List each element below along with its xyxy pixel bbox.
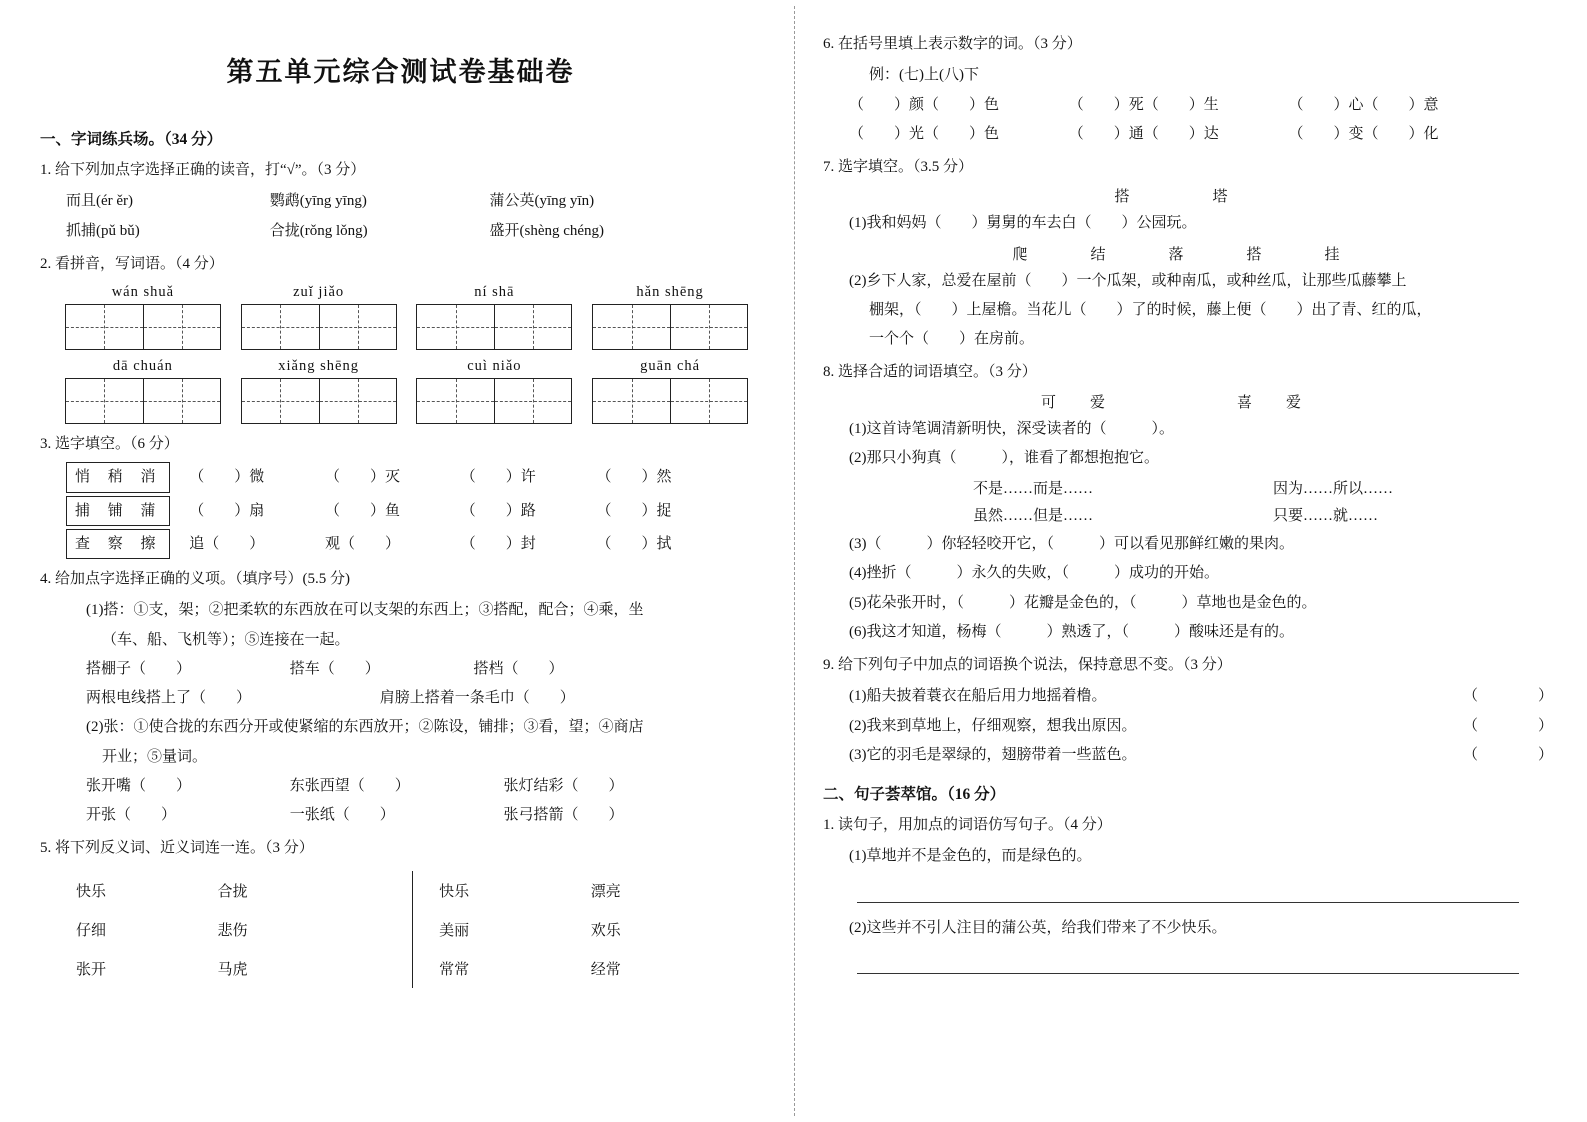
fill-blank[interactable]: （ ）颜（ ）色 [849,96,1000,113]
fill-blank[interactable]: 张开嘴（ ） [86,777,192,794]
grid-cell[interactable] [494,305,571,349]
q8-sentence-6[interactable]: (6)我这才知道，杨梅（ ）熟透了，（ ）酸味还是有的。 [849,623,1294,640]
fill-blank[interactable]: 一张纸（ ） [289,807,395,823]
q4-def-1b: （车、船、飞机等）；⑤连接在一起。 [102,631,350,648]
table-row [40,949,761,988]
question-2-label: 2. 看拼音，写词语。（4 分） [40,255,224,272]
writing-grid[interactable] [592,378,748,424]
grid-cell[interactable] [417,379,494,423]
fill-blank[interactable]: （ ）变（ ）化 [1288,125,1439,142]
pinyin-label: ní shā [474,284,515,300]
pinyin-row-1 [40,284,761,350]
question-1-row-2 [40,218,761,244]
pinyin-group [585,358,755,424]
pinyin-group [410,358,580,424]
answer-blank[interactable]: （ ） [1462,688,1553,705]
fill-blank[interactable]: （ ）扇 [189,502,265,519]
answer-blank[interactable]: （ ） [1462,746,1553,763]
fill-blank[interactable]: （ ）拭 [596,535,672,552]
q8-sentence-3[interactable]: (3)（ ）你轻轻咬开它，（ ）可以看见那鲜红嫩的果肉。 [849,536,1294,552]
q7-word-bank-2: 爬 结 落 搭 挂 [1012,246,1364,263]
q1-item: 盛开(shèng chéng) [489,222,605,239]
pinyin-group [234,284,404,350]
match-right-word[interactable]: 漂亮 [590,883,621,900]
fill-blank[interactable]: （ ）死（ ）生 [1068,96,1219,113]
conjunction-option: 虽然……但是…… [973,508,1094,524]
fill-blank[interactable]: 搭档（ ） [473,660,564,677]
q7-word-bank-1: 搭 塔 [1114,189,1262,206]
q9-sentence: (2)我来到草地上，仔细观察，想我出原因。 [849,717,1137,734]
answer-blank[interactable]: （ ） [1462,717,1553,734]
grid-cell[interactable] [593,305,670,349]
matching-table [40,871,761,988]
grid-cell[interactable] [593,379,670,423]
question-3-row [40,462,761,492]
q4-def-2: (2)张：①使合拢的东西分开或使紧缩的东西放开；②陈设，铺排；③看，望；④商店 [86,719,644,736]
fill-blank[interactable]: （ ）捉 [596,502,672,519]
match-left-word[interactable]: 张开 [76,961,107,978]
grid-cell[interactable] [319,379,396,423]
fill-blank[interactable]: 观（ ） [325,535,401,552]
question-3-row [40,496,761,526]
q1-item: 而且(ér ěr) [66,193,134,210]
pinyin-label: zuǐ jiǎo [293,284,345,300]
fill-blank[interactable]: （ ）灭 [325,469,401,486]
section-heading-1: 一、字词练兵场。（34 分） [40,131,223,148]
grid-cell[interactable] [494,379,571,423]
table-row [40,871,761,910]
pinyin-label: hǎn shēng [636,284,704,300]
fill-blank[interactable]: （ ）心（ ）意 [1288,96,1439,113]
writing-grid[interactable] [592,304,748,350]
q7-sentence-2a[interactable]: (2)乡下人家，总爱在屋前（ ）一个瓜架，或种南瓜，或种丝瓜，让那些瓜藤攀上 [849,272,1407,289]
conjunction-option: 只要……就…… [1273,508,1379,524]
char-choice-box: 查 察 擦 [66,529,170,559]
match-right-word[interactable]: 悲伤 [217,922,248,939]
match-right-word[interactable]: 经常 [590,961,621,978]
match-right-word[interactable]: 欢乐 [590,922,621,939]
pinyin-group [585,284,755,350]
question-6-example: 例：(七)上(八)下 [869,67,979,84]
pinyin-group [58,358,228,424]
question-9-label: 9. 给下列句子中加点的词语换个说法，保持意思不变。（3 分） [823,657,1232,673]
question-6-row-1 [823,92,1553,118]
fill-blank[interactable]: （ ）光（ ）色 [849,125,1000,142]
fill-blank[interactable]: 东张西望（ ） [289,777,410,794]
match-left-word[interactable]: 快乐 [76,883,107,900]
fill-blank[interactable]: （ ）封 [460,535,536,552]
match-left-word[interactable]: 美丽 [413,910,591,949]
q1-item: 合拢(rǒng lǒng) [269,222,368,239]
q8-word-bank: 可爱 喜爱 [1040,394,1335,411]
match-left-word[interactable]: 快乐 [413,871,591,910]
question-3-row [40,529,761,559]
question-3-label: 3. 选字填空。（6 分） [40,436,179,452]
fill-blank[interactable]: 搭棚子（ ） [86,660,192,677]
fill-blank[interactable]: 张弓搭箭（ ） [503,807,624,823]
pinyin-group [58,284,228,350]
q4-def-2b: 开业；⑤量词。 [102,748,208,765]
fill-blank[interactable]: （ ）许 [460,469,536,486]
fill-blank[interactable]: 张灯结彩（ ） [503,777,624,794]
q9-row-2 [823,713,1553,739]
fill-blank[interactable]: （ ）微 [189,469,265,486]
pinyin-label: cuì niǎo [467,358,522,374]
q4-def-1: (1)搭：①支，架；②把柔软的东西放在可以支架的东西上；③搭配，配合；④乘，坐 [86,602,644,619]
question-1-label: 1. 给下列加点字选择正确的读音，打“√”。（3 分） [40,162,366,178]
pinyin-label: guān chá [640,358,701,374]
q4-examples-4 [40,802,761,828]
q7-sentence-1[interactable]: (1)我和妈妈（ ）舅舅的车去白（ ）公园玩。 [849,215,1197,232]
pinyin-group [410,284,580,350]
q1-item: 鹦鹉(yīng yīng) [269,193,367,210]
question-8-label: 8. 选择合适的词语填空。（3 分） [823,364,1037,381]
grid-cell[interactable] [66,379,143,423]
question-10-label: 1. 读句子，用加点的词语仿写句子。（4 分） [823,817,1112,833]
pinyin-row-2 [40,358,761,424]
writing-grid[interactable] [241,304,397,350]
fill-blank[interactable]: （ ）鱼 [325,502,401,519]
q4-examples-2 [40,685,761,711]
question-4-label: 4. 给加点字选择正确的义项。（填序号）(5.5 分) [40,571,350,587]
q8-sentence-4[interactable]: (4)挫折（ ）永久的失败，（ ）成功的开始。 [849,565,1219,582]
char-choice-box: 捕 铺 蒲 [66,496,170,526]
q8-conjunction-row-1 [823,477,1553,498]
q7-sentence-2b[interactable]: 棚架，（ ）上屋檐。当花儿（ ）了的时候，藤上便（ ）出了青、红的瓜， [869,301,1432,318]
question-5-label: 5. 将下列反义词、近义词连一连。（3 分） [40,840,314,857]
fill-blank[interactable]: 开张（ ） [86,807,177,823]
grid-cell[interactable] [242,379,319,423]
fill-blank[interactable]: （ ）通（ ）达 [1068,125,1219,142]
question-7-label: 7. 选字填空。（3.5 分） [823,159,974,175]
question-6-label: 6. 在括号里填上表示数字的词。（3 分） [823,36,1082,52]
q4-examples-3 [40,773,761,799]
question-1-row-1 [40,188,761,214]
fill-blank[interactable]: （ ）然 [596,469,672,486]
q7-sentence-2c[interactable]: 一个个（ ）在房前。 [869,331,1035,347]
q8-conjunction-row-2 [823,504,1553,525]
q9-sentence: (1)船夫披着蓑衣在船后用力地摇着橹。 [849,688,1107,705]
grid-cell[interactable] [670,379,747,423]
section-heading-2: 二、句子荟萃馆。（16 分） [823,786,1006,803]
grid-cell[interactable] [242,305,319,349]
pinyin-group [234,358,404,424]
q10-sentence-1: (1)草地并不是金色的，而是绿色的。 [849,848,1092,865]
q8-sentence-2[interactable]: (2)那只小狗真（ ），谁看了都想抱抱它。 [849,449,1159,466]
match-right-word[interactable]: 马虎 [217,961,248,978]
answer-line[interactable] [857,947,1519,974]
answer-line[interactable] [857,876,1519,903]
q4-examples-1 [40,656,761,682]
match-left-word[interactable]: 仔细 [76,922,107,939]
fill-blank[interactable]: 肩膀上搭着一条毛巾（ ） [379,690,575,706]
grid-cell[interactable] [670,305,747,349]
q8-sentence-5[interactable]: (5)花朵张开时，（ ）花瓣是金色的，（ ）草地也是金色的。 [849,594,1317,611]
grid-cell[interactable] [143,379,220,423]
table-row [40,910,761,949]
fill-blank[interactable]: 追（ ） [189,535,265,552]
pinyin-label: dā chuán [112,358,173,374]
char-choice-box: 悄 稍 消 [66,462,170,492]
match-left-word[interactable]: 常常 [413,949,591,988]
q9-row-1 [823,683,1553,709]
q9-row-3 [823,742,1553,768]
q10-sentence-2: (2)这些并不引人注目的蒲公英，给我们带来了不少快乐。 [849,919,1227,936]
grid-cell[interactable] [66,305,143,349]
question-6-row-2 [823,121,1553,147]
grid-cell[interactable] [319,305,396,349]
writing-grid[interactable] [241,378,397,424]
pinyin-label: xiǎng shēng [278,358,359,374]
writing-grid[interactable] [416,378,572,424]
q1-item: 抓捕(pǔ bǔ) [66,222,140,239]
q8-sentence-1[interactable]: (1)这首诗笔调清新明快，深受读者的（ ）。 [849,420,1174,437]
writing-grid[interactable] [65,304,221,350]
q9-sentence: (3)它的羽毛是翠绿的，翅膀带着一些蓝色。 [849,746,1137,763]
right-column [795,0,1587,1122]
fill-blank[interactable]: 搭车（ ） [289,660,380,677]
grid-cell[interactable] [417,305,494,349]
writing-grid[interactable] [416,304,572,350]
fill-blank[interactable]: （ ）路 [460,502,536,519]
match-right-word[interactable]: 合拢 [217,883,248,900]
conjunction-option: 不是……而是…… [973,481,1094,497]
writing-grid[interactable] [65,378,221,424]
q1-item: 蒲公英(yīng yīn) [489,193,595,210]
conjunction-option: 因为……所以…… [1273,481,1394,497]
fill-blank[interactable]: 两根电线搭上了（ ） [86,690,252,706]
grid-cell[interactable] [143,305,220,349]
page-title: 第五单元综合测试卷基础卷 [226,57,575,87]
pinyin-label: wán shuǎ [111,284,175,300]
